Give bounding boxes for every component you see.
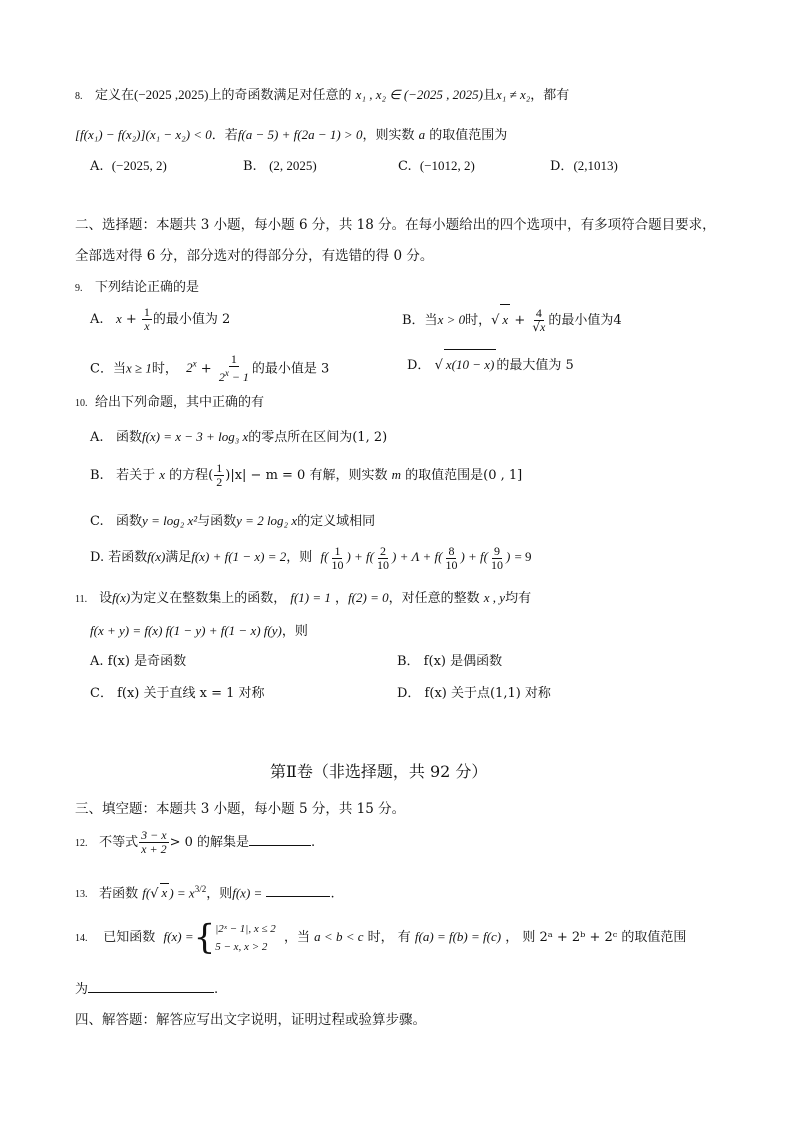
q10-b-label: B. xyxy=(90,468,104,483)
q10-c-pre: 函数 xyxy=(116,514,143,529)
q11-fx: f(x) xyxy=(112,590,131,605)
q8-text-c: 且 xyxy=(483,88,497,103)
q8-number: 8. xyxy=(75,91,83,102)
q14-end: . xyxy=(214,982,219,997)
q11-line2 xyxy=(90,622,308,641)
q11-text-d: 均有 xyxy=(505,591,532,606)
q10-b-mid: 的方程( xyxy=(169,468,214,483)
q11-text-b: 为定义在整数集上的函数， xyxy=(130,591,287,606)
q10-d-mid: 满足 xyxy=(165,550,192,565)
q11-option-a: A. f(x) 是奇函数 xyxy=(90,654,187,669)
q9-a-text: 的最小值为 2 xyxy=(152,312,231,327)
q13-number: 13. xyxy=(75,889,88,901)
q9-stem xyxy=(75,279,199,298)
q10-b-end: 的取值范围是(0 , 1] xyxy=(405,468,523,483)
q10-c-label: C. xyxy=(90,514,104,529)
q9-c-cond: x ≥ 1 xyxy=(125,360,152,376)
q8-text-d: ，都有 xyxy=(530,88,570,103)
q13-rhs: ) = x xyxy=(169,885,195,901)
fraction-4-over-sqrtx: $\frac{4}{√x}$ xyxy=(532,306,546,334)
q13-line: 13. 若函数 f(√ x ) = $x^{3/2}$，则f(x) = . xyxy=(75,880,335,904)
q11-text-e: ，则 xyxy=(281,624,308,639)
q11-line1 xyxy=(75,589,531,609)
q8-text-f: ，则实数 xyxy=(362,128,415,143)
left-brace: { xyxy=(193,917,216,958)
q8-opt-a-label: A. xyxy=(90,159,104,174)
fraction-1-over-2x-minus-1: $\frac{1}{2^x - 1}$ xyxy=(218,352,249,385)
q8-text-e: ．若 xyxy=(211,128,238,143)
q9-b-text: 的最小值为4 xyxy=(548,313,622,328)
q8-line2 xyxy=(75,126,507,145)
q9-b-cond: x > 0 xyxy=(437,312,466,327)
q10-a-post: 的零点所在区间为(1, 2) xyxy=(248,430,388,445)
q12-post: > 0 的解集是 xyxy=(169,835,250,850)
q11-equation: f(x + y) = f(x) f(1 − y) + f(1 − x) f(y) xyxy=(90,623,282,638)
q8-option-a xyxy=(90,157,167,176)
q8-opt-d-label: D． xyxy=(550,159,574,174)
q11-f2: f(2) = 0 xyxy=(348,590,389,605)
section-4-line: 四、解答题：解答应写出文字说明，证明过程或验算步骤。 xyxy=(75,1012,426,1028)
q14-pre: 已知函数 xyxy=(103,930,156,945)
q10-b-x: x xyxy=(159,467,166,482)
q9-b-mid: 时， xyxy=(465,313,492,328)
q10-a-label: A. xyxy=(90,430,104,445)
q13-lhs: f( xyxy=(142,885,151,901)
q14-cond-pre: ，当 xyxy=(284,930,311,945)
q10-a-expr: f(x) = x − 3 + log₃ x xyxy=(141,429,249,444)
q12-end: . xyxy=(311,835,316,850)
q9-a-label: A. xyxy=(90,312,104,327)
section-3-line: 三、填空题：本题共 3 小题，每小题 5 分，共 15 分。 xyxy=(75,801,406,817)
q8-option-d xyxy=(550,157,618,176)
q9-c-mid: 时， xyxy=(151,361,178,377)
section-2-line1: 二、选择题：本题共 3 小题，每小题 6 分，共 18 分。在每小题给出的四个选项中，有多项符合题目要求， xyxy=(75,217,716,233)
q11-option-c: C． f(x) 关于直线 x = 1 对称 xyxy=(90,686,265,701)
q14-eq: f(a) = f(b) = f(c) xyxy=(414,929,502,944)
q11-sep: ， xyxy=(335,591,349,606)
q8-interval: (−2025 ,2025) xyxy=(134,87,209,102)
q11-option-d: D． f(x) 关于点(1,1) 对称 xyxy=(397,686,551,701)
fraction-1-over-x: $\frac{1}{x}$ xyxy=(143,305,150,333)
q10-number: 10. xyxy=(75,398,88,409)
q8-text-b: 上的奇函数满足对任意的 xyxy=(208,88,352,103)
q10-d-f: f(x) xyxy=(147,549,166,564)
q10-stem xyxy=(75,394,264,413)
q11-text-c: ，对任意的整数 xyxy=(388,591,480,606)
q9-option-a: A. x + $\frac{1}{x}$ 的最小值为 2 xyxy=(90,305,231,333)
q9-option-c: C．当x ≥ 1时， $2^x$ + $\frac{1}{2^x - 1}$ 的最小值是 3 xyxy=(90,352,330,385)
q13-pre: 若函数 xyxy=(99,886,139,902)
q12-pre: 不等式 xyxy=(99,835,139,850)
q9-c-label: C．当 xyxy=(90,361,126,377)
q10-d-then: ，则 xyxy=(286,550,313,565)
q14-fx: f(x) = xyxy=(163,929,194,944)
q8-opt-b-label: B. xyxy=(243,159,257,174)
q11-f1: f(1) = 1 xyxy=(290,590,331,605)
section-2-line2: 全部选对得 6 分，部分选对的得部分分，有选错的得 0 分。 xyxy=(75,248,434,264)
q14-post: ， 则 2ᵃ + 2ᵇ + 2ᶜ 的取值范围 xyxy=(505,930,687,945)
q8-opt-c-label: C. xyxy=(398,159,412,174)
q9-b-label: B．当 xyxy=(402,313,438,328)
q8-option-c xyxy=(398,157,475,176)
q8-opt-d-value: (2,1013) xyxy=(573,158,618,173)
fraction-1-over-2: $\frac{1}{2}$ xyxy=(216,461,223,489)
q13-answer-blank[interactable] xyxy=(266,882,330,897)
q8-text-a: 定义在 xyxy=(95,88,135,103)
q10-option-d xyxy=(90,540,532,575)
q14-number: 14. xyxy=(75,933,88,944)
q10-d-pre: 若函数 xyxy=(108,550,148,565)
q10-b-post: )|x| − m = 0 有解，则实数 xyxy=(225,468,388,483)
q10-option-b xyxy=(90,460,522,491)
q10-d-sum: = 9 xyxy=(514,549,532,564)
q13-end: . xyxy=(330,886,335,902)
q14-case1: |2ˣ − 1|, x ≤ 2 xyxy=(215,922,276,935)
q9-number: 9. xyxy=(75,283,83,294)
part-2-title: 第Ⅱ卷（非选择题，共 92 分） xyxy=(270,762,488,781)
q8-condition: f(a − 5) + f(2a − 1) > 0 xyxy=(237,127,363,142)
q10-c-mid: 与函数 xyxy=(197,514,237,529)
q10-c-expr1: y = log₂ x² xyxy=(142,513,198,528)
q12-line xyxy=(75,826,315,861)
q14-cond: a < b < c xyxy=(314,929,364,944)
q10-option-c xyxy=(90,512,375,531)
q8-inequality: [f(x₁) − f(x₂)](x₁ − x₂) < 0 xyxy=(75,127,212,142)
q12-answer-blank[interactable] xyxy=(249,831,311,846)
q14-cond-post: 时， 有 xyxy=(367,930,411,945)
q8-x12: x₁ , x₂ ∈ (−2025 , 2025) xyxy=(355,87,484,102)
q8-opt-c-value: (−1012, 2) xyxy=(419,158,475,173)
q10-c-post: 的定义域相同 xyxy=(297,514,376,529)
q8-opt-a-value: (−2025, 2) xyxy=(111,158,167,173)
q11-xy: x , y xyxy=(483,590,506,605)
q9-option-b: B．当x > 0时，√ x + $\frac{4}{√x}$ 的最小值为4 xyxy=(402,306,622,334)
q14-line2 xyxy=(75,978,218,999)
q10-b-m: m xyxy=(391,467,401,482)
q14-case2: 5 − x, x > 2 xyxy=(215,940,268,953)
q9-d-label: D． xyxy=(407,358,431,373)
q10-c-expr2: y = 2 log₂ x xyxy=(236,513,298,528)
q10-b-pre: 若关于 xyxy=(116,468,156,483)
q14-line1 xyxy=(75,912,686,964)
fraction-3-x-over-x-2: $\frac{3 - x}{x + 2}$ xyxy=(141,828,167,856)
q13-fx: f(x) = xyxy=(232,885,263,901)
q10-d-cond: f(x) + f(1 − x) = 2 xyxy=(191,549,287,564)
q8-neq: x₁ ≠ x₂ xyxy=(496,87,531,102)
q10-option-a xyxy=(90,428,387,447)
q9-option-d: D． √ x(10 − x) 的最大值为 5 xyxy=(407,349,574,381)
q8-var-a: a xyxy=(418,127,426,142)
q8-option-b xyxy=(243,157,317,176)
q8-line1 xyxy=(75,86,569,106)
q14-answer-blank[interactable] xyxy=(88,978,214,993)
q8-opt-b-value: (2, 2025) xyxy=(269,158,317,173)
q8-text-g: 的取值范围为 xyxy=(429,128,508,143)
q14-piecewise xyxy=(215,920,276,956)
q11-option-b: B． f(x) 是偶函数 xyxy=(397,654,503,669)
q10-d-sum-expr: f( $\frac{1}{10}$ ) + f( $\frac{2}{10}$ ) + Λ + f( $\frac{8}{10}$ ) + f( $\frac{9}{10}$ ) xyxy=(320,543,511,572)
q10-d-label: D. xyxy=(90,550,105,565)
q13-mid: ，则 xyxy=(206,886,233,902)
q12-number: 12. xyxy=(75,838,88,849)
q10-stem-text: 给出下列命题，其中正确的有 xyxy=(95,395,265,410)
q14-line2-text: 为 xyxy=(75,982,89,997)
q13-exponent: 3/2 xyxy=(194,884,207,894)
q9-stem-text: 下列结论正确的是 xyxy=(95,280,200,295)
q9-c-text: 的最小值是 3 xyxy=(251,361,330,377)
q10-a-pre: 函数 xyxy=(115,430,142,445)
q9-d-text: 的最大值为 5 xyxy=(496,358,574,373)
q11-text-a: 设 xyxy=(99,591,113,606)
q11-number: 11. xyxy=(75,594,88,605)
